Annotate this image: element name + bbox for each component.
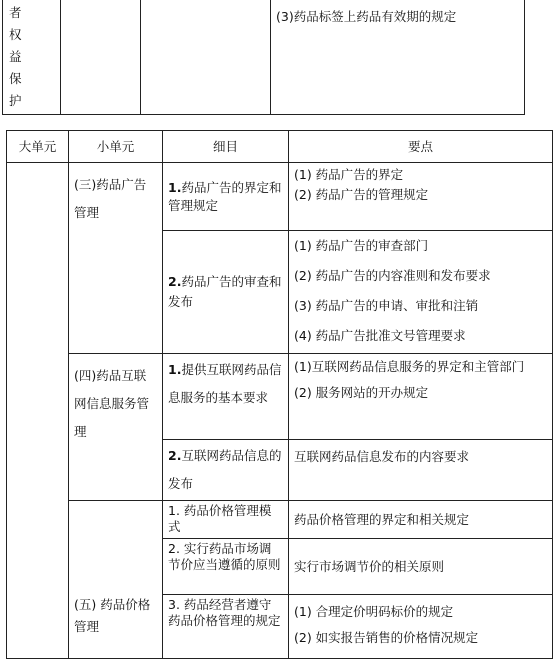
item-number: 1. — [168, 362, 182, 377]
item-number: 2. — [168, 448, 182, 463]
point-text: (3) 药品广告的申请、审批和注销 — [294, 298, 479, 313]
points-cell — [289, 501, 553, 539]
points-cell — [289, 354, 553, 440]
vertical-char: 权 — [9, 27, 22, 42]
points-cell — [289, 539, 553, 595]
minor-unit-label: (四)药品互联网信息服务管理 — [74, 368, 150, 439]
point-text: (3)药品标签上药品有效期的规定 — [276, 9, 457, 24]
item-cell — [163, 595, 289, 659]
minor-unit-cell — [69, 163, 163, 354]
minor-unit-cell — [69, 501, 163, 659]
vertical-char: 护 — [9, 93, 22, 108]
item-title: 3. 药品经营者遵守药品价格管理的规定 — [168, 597, 281, 628]
vertical-char: 保 — [9, 71, 22, 86]
points-cell — [289, 440, 553, 501]
major-unit-cell — [7, 163, 69, 659]
item-title: 互联网药品信息的发布 — [168, 448, 282, 491]
point-text: 实行市场调节价的相关原则 — [294, 558, 445, 574]
item-cell — [163, 231, 289, 354]
item-title: 药品广告的审查和发布 — [168, 274, 282, 309]
item-title: 1. 药品价格管理模式 — [168, 503, 272, 534]
item-number: 1. — [168, 179, 182, 195]
minor-unit-cell — [69, 354, 163, 501]
vertical-char: 者 — [9, 5, 22, 20]
point-text: (1)互联网药品信息服务的界定和主管部门 — [294, 359, 525, 374]
empty-cell — [141, 0, 271, 115]
item-title: 2. 实行药品市场调节价应当遵循的原则 — [168, 541, 281, 572]
vertical-char: 益 — [9, 49, 22, 64]
item-cell — [163, 163, 289, 231]
item-cell — [163, 501, 289, 539]
item-cell — [163, 354, 289, 440]
minor-unit-label: (五) 药品价格管理 — [74, 597, 151, 634]
syllabus-table — [6, 130, 553, 659]
point-text: (1) 药品广告的界定 — [294, 167, 404, 182]
header-points: 要点 — [289, 131, 553, 163]
point-cell — [271, 0, 525, 115]
category-vertical-cell — [3, 0, 61, 115]
top-partial-table — [2, 0, 525, 115]
item-cell — [163, 440, 289, 501]
empty-cell — [61, 0, 141, 115]
point-text: (1) 药品广告的审查部门 — [294, 238, 429, 253]
minor-unit-label: (三)药品广告管理 — [74, 177, 147, 220]
point-text: (2) 药品广告的内容准则和发布要求 — [294, 268, 491, 283]
point-text: (4) 药品广告批准文号管理要求 — [294, 328, 466, 343]
item-title: 药品广告的界定和管理规定 — [168, 179, 282, 213]
header-item: 细目 — [163, 131, 289, 163]
points-cell — [289, 595, 553, 659]
header-major-unit: 大单元 — [7, 131, 69, 163]
point-text: (2) 如实报告销售的价格情况规定 — [294, 630, 479, 645]
point-text: (1) 合理定价明码标价的规定 — [294, 604, 454, 619]
point-text: 互联网药品信息发布的内容要求 — [294, 449, 470, 464]
point-text: (2) 药品广告的管理规定 — [294, 187, 429, 202]
item-cell — [163, 539, 289, 595]
point-text: 药品价格管理的界定和相关规定 — [294, 511, 470, 527]
header-minor-unit: 小单元 — [69, 131, 163, 163]
item-title: 提供互联网药品信息服务的基本要求 — [168, 362, 282, 405]
points-cell — [289, 163, 553, 231]
point-text: (2) 服务网站的开办规定 — [294, 385, 429, 400]
points-cell — [289, 231, 553, 354]
item-number: 2. — [168, 274, 182, 289]
